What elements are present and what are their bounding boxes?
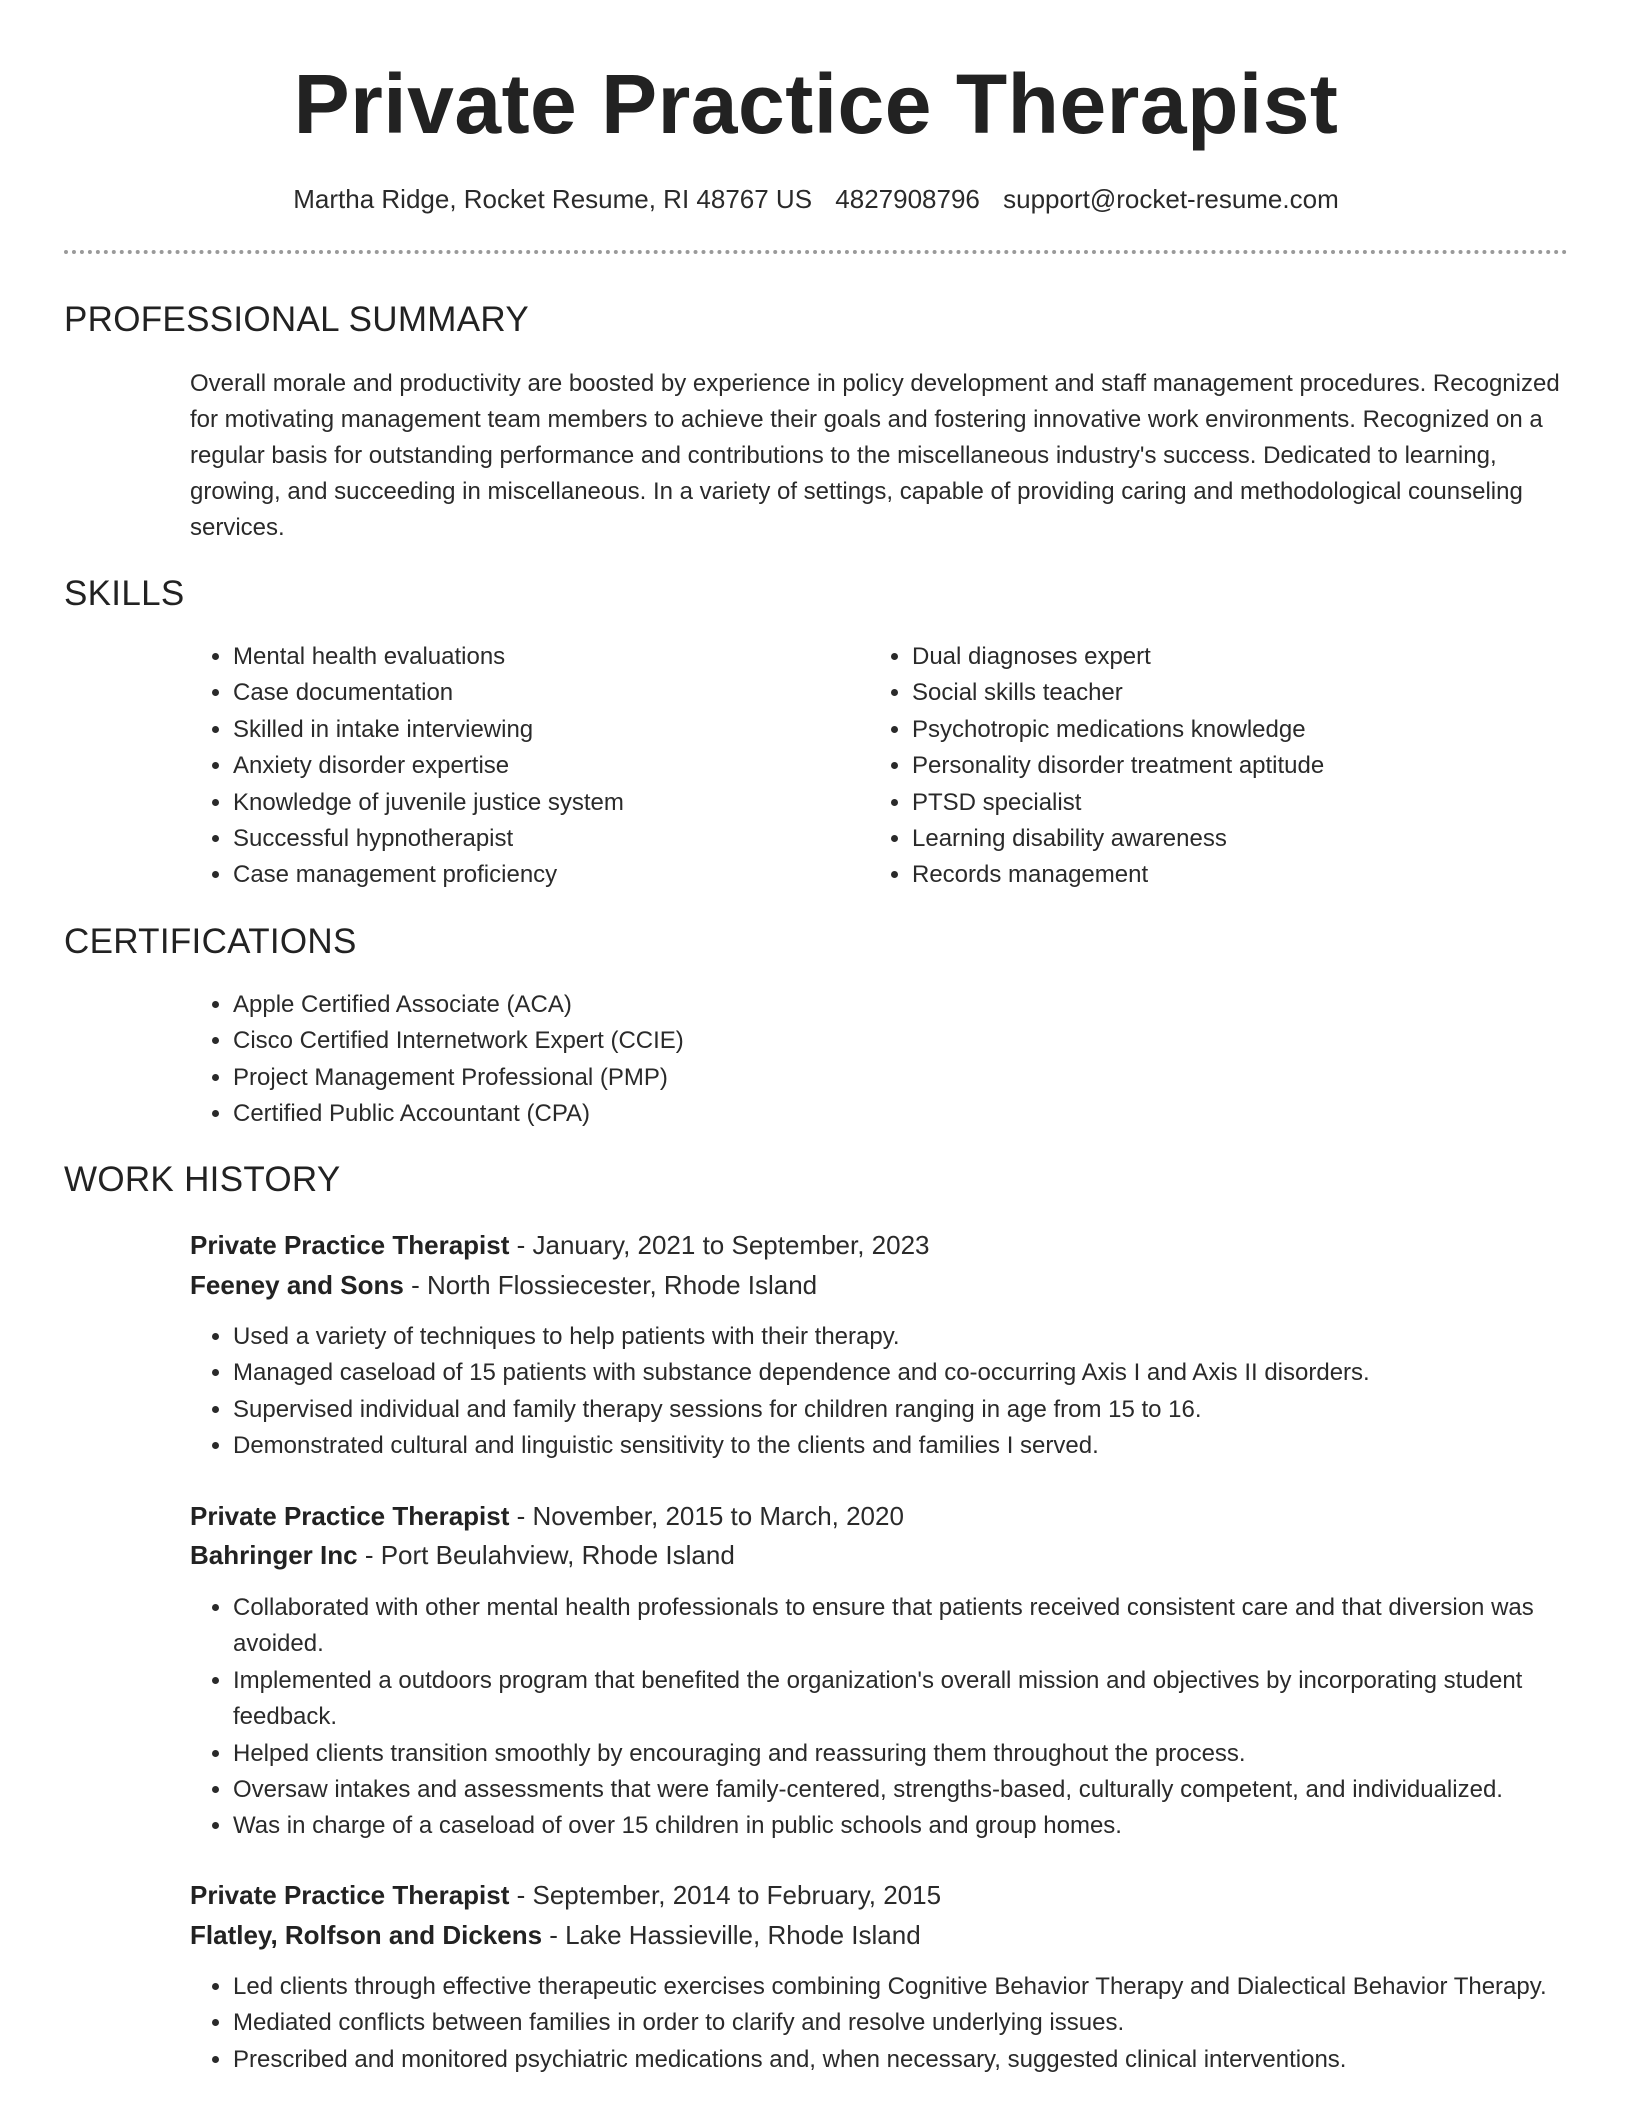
certification-item: • Cisco Certified Internetwork Expert (CCIE) <box>233 1023 1533 1059</box>
job-company: Bahringer Inc <box>190 1540 358 1570</box>
skills-list-left <box>190 639 853 894</box>
job-company-line <box>190 1917 921 1953</box>
skill-item: • Successful hypnotherapist <box>233 821 853 857</box>
job-bullets <box>190 1969 1613 2078</box>
skill-item: • Skilled in intake interviewing <box>233 712 853 748</box>
job-location: - Port Beulahview, Rhode Island <box>357 1540 735 1570</box>
job-bullet: • Helped clients transition smoothly by encouraging and reassuring them throughout the process. <box>233 1736 1613 1772</box>
job-bullet: • Oversaw intakes and assessments that were family-centered, strengths-based, culturally competent, and individualized. <box>233 1772 1613 1808</box>
job-title: Private Practice Therapist <box>190 1880 510 1910</box>
job-bullet: • Managed caseload of 15 patients with substance dependence and co-occurring Axis I and Axis II disorders. <box>233 1355 1613 1391</box>
header-divider <box>64 250 1568 254</box>
job-bullets <box>190 1319 1613 1465</box>
section-heading-skills: SKILLS <box>64 574 185 613</box>
job-bullet: • Used a variety of techniques to help patients with their therapy. <box>233 1319 1613 1355</box>
job-company: Feeney and Sons <box>190 1270 404 1300</box>
resume-title: Private Practice Therapist <box>293 57 1339 151</box>
summary-text: Overall morale and productivity are boosted by experience in policy development and staff management procedures. Recognized for motivating management team members to achieve their goals and fostering innovative work environments. Recognized on a regular basis for outstanding performance and contributions to the miscellaneous industry's success. Dedicated to learning, growing, and succeeding in miscellaneous. In a variety of settings, capable of providing caring and methodological counseling services. <box>190 370 1560 541</box>
skill-item: • Case documentation <box>233 675 853 711</box>
job-location: - Lake Hassieville, Rhode Island <box>542 1920 921 1950</box>
job-bullet: • Led clients through effective therapeutic exercises combining Cognitive Behavior Therapy and Dialectical Behavior Therapy. <box>233 1969 1613 2005</box>
section-heading-certifications: CERTIFICATIONS <box>64 922 357 961</box>
job-bullet: • Mediated conflicts between families in order to clarify and resolve underlying issues. <box>233 2005 1613 2041</box>
job-bullets <box>190 1590 1613 1845</box>
job-bullet: • Was in charge of a caseload of over 15 children in public schools and group homes. <box>233 1808 1613 1844</box>
certification-item: • Certified Public Accountant (CPA) <box>233 1096 1533 1132</box>
job-dates: - November, 2015 to March, 2020 <box>509 1501 904 1531</box>
skill-item: • PTSD specialist <box>912 785 1552 821</box>
skill-item: • Learning disability awareness <box>912 821 1552 857</box>
skill-item: • Case management proficiency <box>233 857 853 893</box>
job-bullet: • Implemented a outdoors program that benefited the organization's overall mission and objectives by incorporating student feedback. <box>233 1663 1613 1736</box>
section-heading-work-history: WORK HISTORY <box>64 1160 341 1199</box>
job-bullet: • Collaborated with other mental health professionals to ensure that patients received consistent care and that diversion was avoided. <box>233 1590 1613 1663</box>
skill-item: • Personality disorder treatment aptitude <box>912 748 1552 784</box>
contact-info <box>0 182 1632 216</box>
job-dates: - January, 2021 to September, 2023 <box>509 1230 930 1260</box>
certification-item: • Apple Certified Associate (ACA) <box>233 987 1533 1023</box>
job-title-line <box>190 1227 930 1263</box>
job-title: Private Practice Therapist <box>190 1501 510 1531</box>
job-title: Private Practice Therapist <box>190 1230 510 1260</box>
skill-item: • Mental health evaluations <box>233 639 853 675</box>
contact-phone: 4827908796 <box>835 184 980 214</box>
job-bullet: • Supervised individual and family therapy sessions for children ranging in age from 15 to 16. <box>233 1392 1613 1428</box>
skill-item: • Anxiety disorder expertise <box>233 748 853 784</box>
certification-item: • Project Management Professional (PMP) <box>233 1060 1533 1096</box>
skill-item: • Psychotropic medications knowledge <box>912 712 1552 748</box>
skill-item: • Social skills teacher <box>912 675 1552 711</box>
skill-item: • Records management <box>912 857 1552 893</box>
skills-list-right <box>869 639 1552 894</box>
job-company-line <box>190 1267 817 1303</box>
job-company: Flatley, Rolfson and Dickens <box>190 1920 543 1950</box>
job-title-line <box>190 1498 904 1534</box>
job-company-line <box>190 1537 735 1573</box>
skill-item: • Dual diagnoses expert <box>912 639 1552 675</box>
job-location: - North Flossiecester, Rhode Island <box>403 1270 818 1300</box>
skill-item: • Knowledge of juvenile justice system <box>233 785 853 821</box>
contact-address: Martha Ridge, Rocket Resume, RI 48767 US <box>293 184 813 214</box>
job-title-line <box>190 1877 941 1913</box>
job-dates: - September, 2014 to February, 2015 <box>509 1880 942 1910</box>
certifications-list <box>190 987 1533 1133</box>
job-bullet: • Demonstrated cultural and linguistic sensitivity to the clients and families I served. <box>233 1428 1613 1464</box>
section-heading-summary: PROFESSIONAL SUMMARY <box>64 300 529 339</box>
job-bullet: • Prescribed and monitored psychiatric medications and, when necessary, suggested clinical interventions. <box>233 2042 1613 2078</box>
contact-email: support@rocket-resume.com <box>1003 184 1339 214</box>
